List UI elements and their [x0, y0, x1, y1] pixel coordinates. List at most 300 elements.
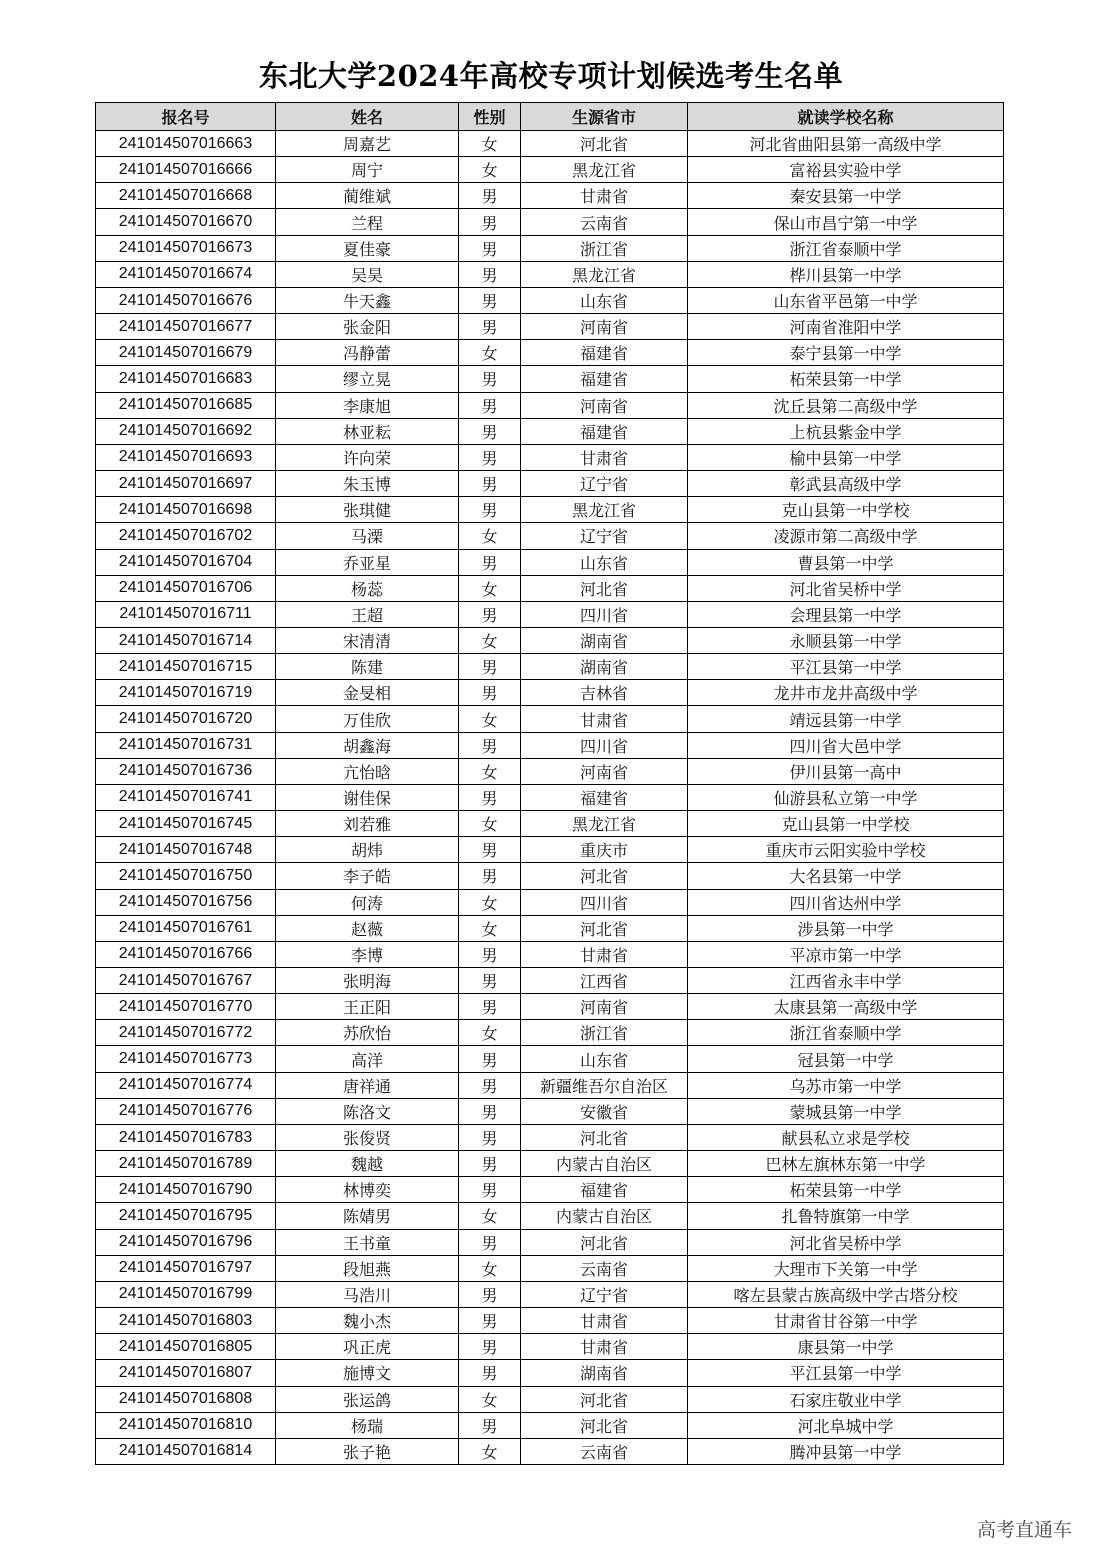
school-cell: 甘肃省甘谷第一中学	[688, 1308, 1004, 1334]
table-row	[96, 549, 1004, 575]
province-cell: 云南省	[521, 209, 688, 235]
table-row	[96, 1124, 1004, 1150]
table-row	[96, 654, 1004, 680]
gender-cell: 女	[459, 157, 521, 183]
registration-number-cell: 241014507016790	[96, 1177, 276, 1203]
table-row	[96, 1072, 1004, 1098]
table-row	[96, 811, 1004, 837]
name-cell: 吴昊	[276, 261, 459, 287]
registration-number-cell: 241014507016711	[96, 601, 276, 627]
province-cell: 吉林省	[521, 680, 688, 706]
registration-number-cell: 241014507016702	[96, 523, 276, 549]
registration-number-cell: 241014507016783	[96, 1124, 276, 1150]
name-cell: 周宁	[276, 157, 459, 183]
gender-cell: 男	[459, 654, 521, 680]
header-name: 姓名	[276, 103, 459, 131]
gender-cell: 女	[459, 1203, 521, 1229]
registration-number-cell: 241014507016719	[96, 680, 276, 706]
name-cell: 陈建	[276, 654, 459, 680]
province-cell: 黑龙江省	[521, 157, 688, 183]
table-row	[96, 131, 1004, 157]
registration-number-cell: 241014507016770	[96, 994, 276, 1020]
province-cell: 辽宁省	[521, 471, 688, 497]
gender-cell: 女	[459, 811, 521, 837]
gender-cell: 男	[459, 1098, 521, 1124]
name-cell: 万佳欣	[276, 706, 459, 732]
table-row	[96, 968, 1004, 994]
school-cell: 江西省永丰中学	[688, 968, 1004, 994]
school-cell: 凌源市第二高级中学	[688, 523, 1004, 549]
school-cell: 康县第一中学	[688, 1334, 1004, 1360]
registration-number-cell: 241014507016810	[96, 1412, 276, 1438]
table-row	[96, 209, 1004, 235]
registration-number-cell: 241014507016666	[96, 157, 276, 183]
table-row	[96, 1177, 1004, 1203]
name-cell: 王正阳	[276, 994, 459, 1020]
gender-cell: 男	[459, 1281, 521, 1307]
table-row	[96, 1229, 1004, 1255]
registration-number-cell: 241014507016799	[96, 1281, 276, 1307]
gender-cell: 男	[459, 601, 521, 627]
province-cell: 福建省	[521, 366, 688, 392]
province-cell: 甘肃省	[521, 941, 688, 967]
registration-number-cell: 241014507016676	[96, 287, 276, 313]
table-row	[96, 627, 1004, 653]
name-cell: 张俊贤	[276, 1124, 459, 1150]
registration-number-cell: 241014507016668	[96, 183, 276, 209]
registration-number-cell: 241014507016697	[96, 471, 276, 497]
name-cell: 乔亚星	[276, 549, 459, 575]
gender-cell: 男	[459, 994, 521, 1020]
gender-cell: 男	[459, 261, 521, 287]
province-cell: 内蒙古自治区	[521, 1151, 688, 1177]
table-row	[96, 1334, 1004, 1360]
school-cell: 柘荣县第一中学	[688, 1177, 1004, 1203]
school-cell: 桦川县第一中学	[688, 261, 1004, 287]
school-cell: 富裕县实验中学	[688, 157, 1004, 183]
school-cell: 秦安县第一中学	[688, 183, 1004, 209]
table-row	[96, 340, 1004, 366]
gender-cell: 女	[459, 627, 521, 653]
province-cell: 辽宁省	[521, 1281, 688, 1307]
gender-cell: 男	[459, 549, 521, 575]
school-cell: 献县私立求是学校	[688, 1124, 1004, 1150]
name-cell: 张子艳	[276, 1438, 459, 1464]
province-cell: 四川省	[521, 889, 688, 915]
province-cell: 黑龙江省	[521, 261, 688, 287]
registration-number-cell: 241014507016776	[96, 1098, 276, 1124]
table-row	[96, 601, 1004, 627]
gender-cell: 男	[459, 968, 521, 994]
registration-number-cell: 241014507016814	[96, 1438, 276, 1464]
school-cell: 河北阜城中学	[688, 1412, 1004, 1438]
table-row	[96, 1255, 1004, 1281]
school-cell: 河北省吴桥中学	[688, 1229, 1004, 1255]
gender-cell: 女	[459, 1255, 521, 1281]
gender-cell: 男	[459, 784, 521, 810]
table-row	[96, 706, 1004, 732]
gender-cell: 男	[459, 209, 521, 235]
registration-number-cell: 241014507016808	[96, 1386, 276, 1412]
name-cell: 杨蕊	[276, 575, 459, 601]
gender-cell: 女	[459, 1020, 521, 1046]
province-cell: 黑龙江省	[521, 811, 688, 837]
header-gender: 性别	[459, 103, 521, 131]
name-cell: 王超	[276, 601, 459, 627]
school-cell: 冠县第一中学	[688, 1046, 1004, 1072]
name-cell: 张运鸽	[276, 1386, 459, 1412]
name-cell: 周嘉艺	[276, 131, 459, 157]
registration-number-cell: 241014507016797	[96, 1255, 276, 1281]
table-row	[96, 1098, 1004, 1124]
registration-number-cell: 241014507016748	[96, 837, 276, 863]
province-cell: 河南省	[521, 392, 688, 418]
registration-number-cell: 241014507016704	[96, 549, 276, 575]
province-cell: 福建省	[521, 1177, 688, 1203]
registration-number-cell: 241014507016670	[96, 209, 276, 235]
province-cell: 福建省	[521, 340, 688, 366]
gender-cell: 男	[459, 444, 521, 470]
name-cell: 李博	[276, 941, 459, 967]
gender-cell: 男	[459, 287, 521, 313]
table-row	[96, 287, 1004, 313]
school-cell: 浙江省泰顺中学	[688, 235, 1004, 261]
table-row	[96, 994, 1004, 1020]
registration-number-cell: 241014507016805	[96, 1334, 276, 1360]
table-row	[96, 575, 1004, 601]
table-row	[96, 392, 1004, 418]
province-cell: 云南省	[521, 1255, 688, 1281]
province-cell: 河南省	[521, 758, 688, 784]
school-cell: 靖远县第一中学	[688, 706, 1004, 732]
table-row	[96, 1438, 1004, 1464]
province-cell: 新疆维吾尔自治区	[521, 1072, 688, 1098]
school-cell: 喀左县蒙古族高级中学古塔分校	[688, 1281, 1004, 1307]
school-cell: 克山县第一中学校	[688, 811, 1004, 837]
gender-cell: 男	[459, 1334, 521, 1360]
school-cell: 乌苏市第一中学	[688, 1072, 1004, 1098]
registration-number-cell: 241014507016679	[96, 340, 276, 366]
province-cell: 河南省	[521, 994, 688, 1020]
province-cell: 重庆市	[521, 837, 688, 863]
registration-number-cell: 241014507016663	[96, 131, 276, 157]
province-cell: 河北省	[521, 131, 688, 157]
name-cell: 李子皓	[276, 863, 459, 889]
name-cell: 许向荣	[276, 444, 459, 470]
school-cell: 太康县第一高级中学	[688, 994, 1004, 1020]
province-cell: 河北省	[521, 863, 688, 889]
table-row	[96, 1281, 1004, 1307]
table-row	[96, 471, 1004, 497]
school-cell: 会理县第一中学	[688, 601, 1004, 627]
province-cell: 河北省	[521, 1124, 688, 1150]
school-cell: 涉县第一中学	[688, 915, 1004, 941]
school-cell: 四川省达州中学	[688, 889, 1004, 915]
gender-cell: 女	[459, 131, 521, 157]
province-cell: 山东省	[521, 287, 688, 313]
name-cell: 杨瑞	[276, 1412, 459, 1438]
name-cell: 冯静蕾	[276, 340, 459, 366]
registration-number-cell: 241014507016767	[96, 968, 276, 994]
school-cell: 彰武县高级中学	[688, 471, 1004, 497]
name-cell: 蔺维斌	[276, 183, 459, 209]
header-province: 生源省市	[521, 103, 688, 131]
name-cell: 魏越	[276, 1151, 459, 1177]
name-cell: 唐祥通	[276, 1072, 459, 1098]
name-cell: 陈婧男	[276, 1203, 459, 1229]
name-cell: 刘若雅	[276, 811, 459, 837]
registration-number-cell: 241014507016796	[96, 1229, 276, 1255]
table-row	[96, 366, 1004, 392]
registration-number-cell: 241014507016714	[96, 627, 276, 653]
province-cell: 黑龙江省	[521, 497, 688, 523]
province-cell: 辽宁省	[521, 523, 688, 549]
gender-cell: 女	[459, 915, 521, 941]
school-cell: 榆中县第一中学	[688, 444, 1004, 470]
gender-cell: 男	[459, 497, 521, 523]
header-school: 就读学校名称	[688, 103, 1004, 131]
name-cell: 魏小杰	[276, 1308, 459, 1334]
name-cell: 李康旭	[276, 392, 459, 418]
name-cell: 巩正虎	[276, 1334, 459, 1360]
registration-number-cell: 241014507016693	[96, 444, 276, 470]
name-cell: 张明海	[276, 968, 459, 994]
table-row	[96, 418, 1004, 444]
province-cell: 甘肃省	[521, 183, 688, 209]
name-cell: 陈洛文	[276, 1098, 459, 1124]
school-cell: 扎鲁特旗第一中学	[688, 1203, 1004, 1229]
name-cell: 缪立晃	[276, 366, 459, 392]
school-cell: 河北省吴桥中学	[688, 575, 1004, 601]
gender-cell: 女	[459, 1438, 521, 1464]
school-cell: 上杭县紫金中学	[688, 418, 1004, 444]
gender-cell: 男	[459, 1360, 521, 1386]
name-cell: 亢怡晗	[276, 758, 459, 784]
province-cell: 湖南省	[521, 1360, 688, 1386]
gender-cell: 男	[459, 1124, 521, 1150]
gender-cell: 女	[459, 575, 521, 601]
registration-number-cell: 241014507016807	[96, 1360, 276, 1386]
school-cell: 四川省大邑中学	[688, 732, 1004, 758]
registration-number-cell: 241014507016773	[96, 1046, 276, 1072]
province-cell: 甘肃省	[521, 1308, 688, 1334]
school-cell: 石家庄敬业中学	[688, 1386, 1004, 1412]
registration-number-cell: 241014507016706	[96, 575, 276, 601]
table-row	[96, 1046, 1004, 1072]
name-cell: 张金阳	[276, 314, 459, 340]
gender-cell: 男	[459, 1412, 521, 1438]
table-row	[96, 1360, 1004, 1386]
table-row	[96, 1386, 1004, 1412]
table-row	[96, 680, 1004, 706]
school-cell: 伊川县第一高中	[688, 758, 1004, 784]
table-row	[96, 1412, 1004, 1438]
gender-cell: 男	[459, 471, 521, 497]
school-cell: 永顺县第一中学	[688, 627, 1004, 653]
header-registration-number: 报名号	[96, 103, 276, 131]
table-row	[96, 314, 1004, 340]
registration-number-cell: 241014507016741	[96, 784, 276, 810]
province-cell: 湖南省	[521, 627, 688, 653]
gender-cell: 男	[459, 1151, 521, 1177]
school-cell: 浙江省泰顺中学	[688, 1020, 1004, 1046]
school-cell: 保山市昌宁第一中学	[688, 209, 1004, 235]
page-title: 东北大学2024年高校专项计划候选考生名单	[258, 59, 844, 93]
gender-cell: 男	[459, 314, 521, 340]
school-cell: 大理市下关第一中学	[688, 1255, 1004, 1281]
gender-cell: 男	[459, 941, 521, 967]
name-cell: 胡炜	[276, 837, 459, 863]
province-cell: 河北省	[521, 575, 688, 601]
gender-cell: 男	[459, 837, 521, 863]
school-cell: 泰宁县第一中学	[688, 340, 1004, 366]
gender-cell: 男	[459, 366, 521, 392]
registration-number-cell: 241014507016789	[96, 1151, 276, 1177]
province-cell: 四川省	[521, 732, 688, 758]
table-row	[96, 183, 1004, 209]
province-cell: 山东省	[521, 1046, 688, 1072]
name-cell: 夏佳豪	[276, 235, 459, 261]
registration-number-cell: 241014507016736	[96, 758, 276, 784]
table-row	[96, 863, 1004, 889]
gender-cell: 男	[459, 392, 521, 418]
name-cell: 朱玉博	[276, 471, 459, 497]
registration-number-cell: 241014507016772	[96, 1020, 276, 1046]
name-cell: 高洋	[276, 1046, 459, 1072]
gender-cell: 男	[459, 732, 521, 758]
registration-number-cell: 241014507016720	[96, 706, 276, 732]
gender-cell: 男	[459, 1072, 521, 1098]
school-cell: 河南省淮阳中学	[688, 314, 1004, 340]
table-row	[96, 732, 1004, 758]
registration-number-cell: 241014507016677	[96, 314, 276, 340]
province-cell: 福建省	[521, 418, 688, 444]
province-cell: 河北省	[521, 915, 688, 941]
name-cell: 牛天鑫	[276, 287, 459, 313]
registration-number-cell: 241014507016692	[96, 418, 276, 444]
table-row	[96, 157, 1004, 183]
table-row	[96, 1308, 1004, 1334]
gender-cell: 女	[459, 340, 521, 366]
province-cell: 四川省	[521, 601, 688, 627]
table-row	[96, 1203, 1004, 1229]
gender-cell: 女	[459, 889, 521, 915]
table-row	[96, 915, 1004, 941]
province-cell: 云南省	[521, 1438, 688, 1464]
gender-cell: 女	[459, 758, 521, 784]
school-cell: 大名县第一中学	[688, 863, 1004, 889]
table-row	[96, 523, 1004, 549]
province-cell: 江西省	[521, 968, 688, 994]
gender-cell: 女	[459, 706, 521, 732]
name-cell: 宋清清	[276, 627, 459, 653]
table-row	[96, 261, 1004, 287]
name-cell: 施博文	[276, 1360, 459, 1386]
province-cell: 河北省	[521, 1412, 688, 1438]
province-cell: 甘肃省	[521, 706, 688, 732]
registration-number-cell: 241014507016698	[96, 497, 276, 523]
gender-cell: 男	[459, 1177, 521, 1203]
registration-number-cell: 241014507016774	[96, 1072, 276, 1098]
registration-number-cell: 241014507016766	[96, 941, 276, 967]
school-cell: 巴林左旗林东第一中学	[688, 1151, 1004, 1177]
registration-number-cell: 241014507016674	[96, 261, 276, 287]
province-cell: 河北省	[521, 1386, 688, 1412]
table-body	[96, 131, 1004, 1465]
school-cell: 蒙城县第一中学	[688, 1098, 1004, 1124]
table-row	[96, 1020, 1004, 1046]
school-cell: 平江县第一中学	[688, 1360, 1004, 1386]
table-row	[96, 758, 1004, 784]
table-header-row	[96, 103, 1004, 131]
name-cell: 张琪健	[276, 497, 459, 523]
registration-number-cell: 241014507016745	[96, 811, 276, 837]
name-cell: 林亚耘	[276, 418, 459, 444]
table-row	[96, 1151, 1004, 1177]
table-row	[96, 889, 1004, 915]
registration-number-cell: 241014507016803	[96, 1308, 276, 1334]
table-row	[96, 941, 1004, 967]
school-cell: 克山县第一中学校	[688, 497, 1004, 523]
name-cell: 赵薇	[276, 915, 459, 941]
school-cell: 山东省平邑第一中学	[688, 287, 1004, 313]
name-cell: 马浩川	[276, 1281, 459, 1307]
gender-cell: 男	[459, 183, 521, 209]
gender-cell: 女	[459, 1386, 521, 1412]
school-cell: 重庆市云阳实验中学校	[688, 837, 1004, 863]
school-cell: 平凉市第一中学	[688, 941, 1004, 967]
gender-cell: 男	[459, 1308, 521, 1334]
name-cell: 苏欣怡	[276, 1020, 459, 1046]
school-cell: 仙游县私立第一中学	[688, 784, 1004, 810]
province-cell: 甘肃省	[521, 444, 688, 470]
province-cell: 浙江省	[521, 1020, 688, 1046]
name-cell: 段旭燕	[276, 1255, 459, 1281]
name-cell: 马溧	[276, 523, 459, 549]
gender-cell: 男	[459, 235, 521, 261]
registration-number-cell: 241014507016673	[96, 235, 276, 261]
name-cell: 谢佳保	[276, 784, 459, 810]
province-cell: 福建省	[521, 784, 688, 810]
province-cell: 浙江省	[521, 235, 688, 261]
province-cell: 甘肃省	[521, 1334, 688, 1360]
gender-cell: 男	[459, 863, 521, 889]
registration-number-cell: 241014507016756	[96, 889, 276, 915]
table-row	[96, 235, 1004, 261]
province-cell: 河南省	[521, 314, 688, 340]
school-cell: 柘荣县第一中学	[688, 366, 1004, 392]
registration-number-cell: 241014507016750	[96, 863, 276, 889]
registration-number-cell: 241014507016761	[96, 915, 276, 941]
province-cell: 湖南省	[521, 654, 688, 680]
school-cell: 河北省曲阳县第一高级中学	[688, 131, 1004, 157]
registration-number-cell: 241014507016731	[96, 732, 276, 758]
name-cell: 王书童	[276, 1229, 459, 1255]
registration-number-cell: 241014507016685	[96, 392, 276, 418]
watermark: 高考直通车	[976, 1519, 1072, 1541]
province-cell: 安徽省	[521, 1098, 688, 1124]
province-cell: 河北省	[521, 1229, 688, 1255]
gender-cell: 男	[459, 418, 521, 444]
school-cell: 沈丘县第二高级中学	[688, 392, 1004, 418]
table-row	[96, 784, 1004, 810]
table-row	[96, 497, 1004, 523]
table-row	[96, 444, 1004, 470]
gender-cell: 男	[459, 1229, 521, 1255]
gender-cell: 女	[459, 523, 521, 549]
gender-cell: 男	[459, 680, 521, 706]
gender-cell: 男	[459, 1046, 521, 1072]
